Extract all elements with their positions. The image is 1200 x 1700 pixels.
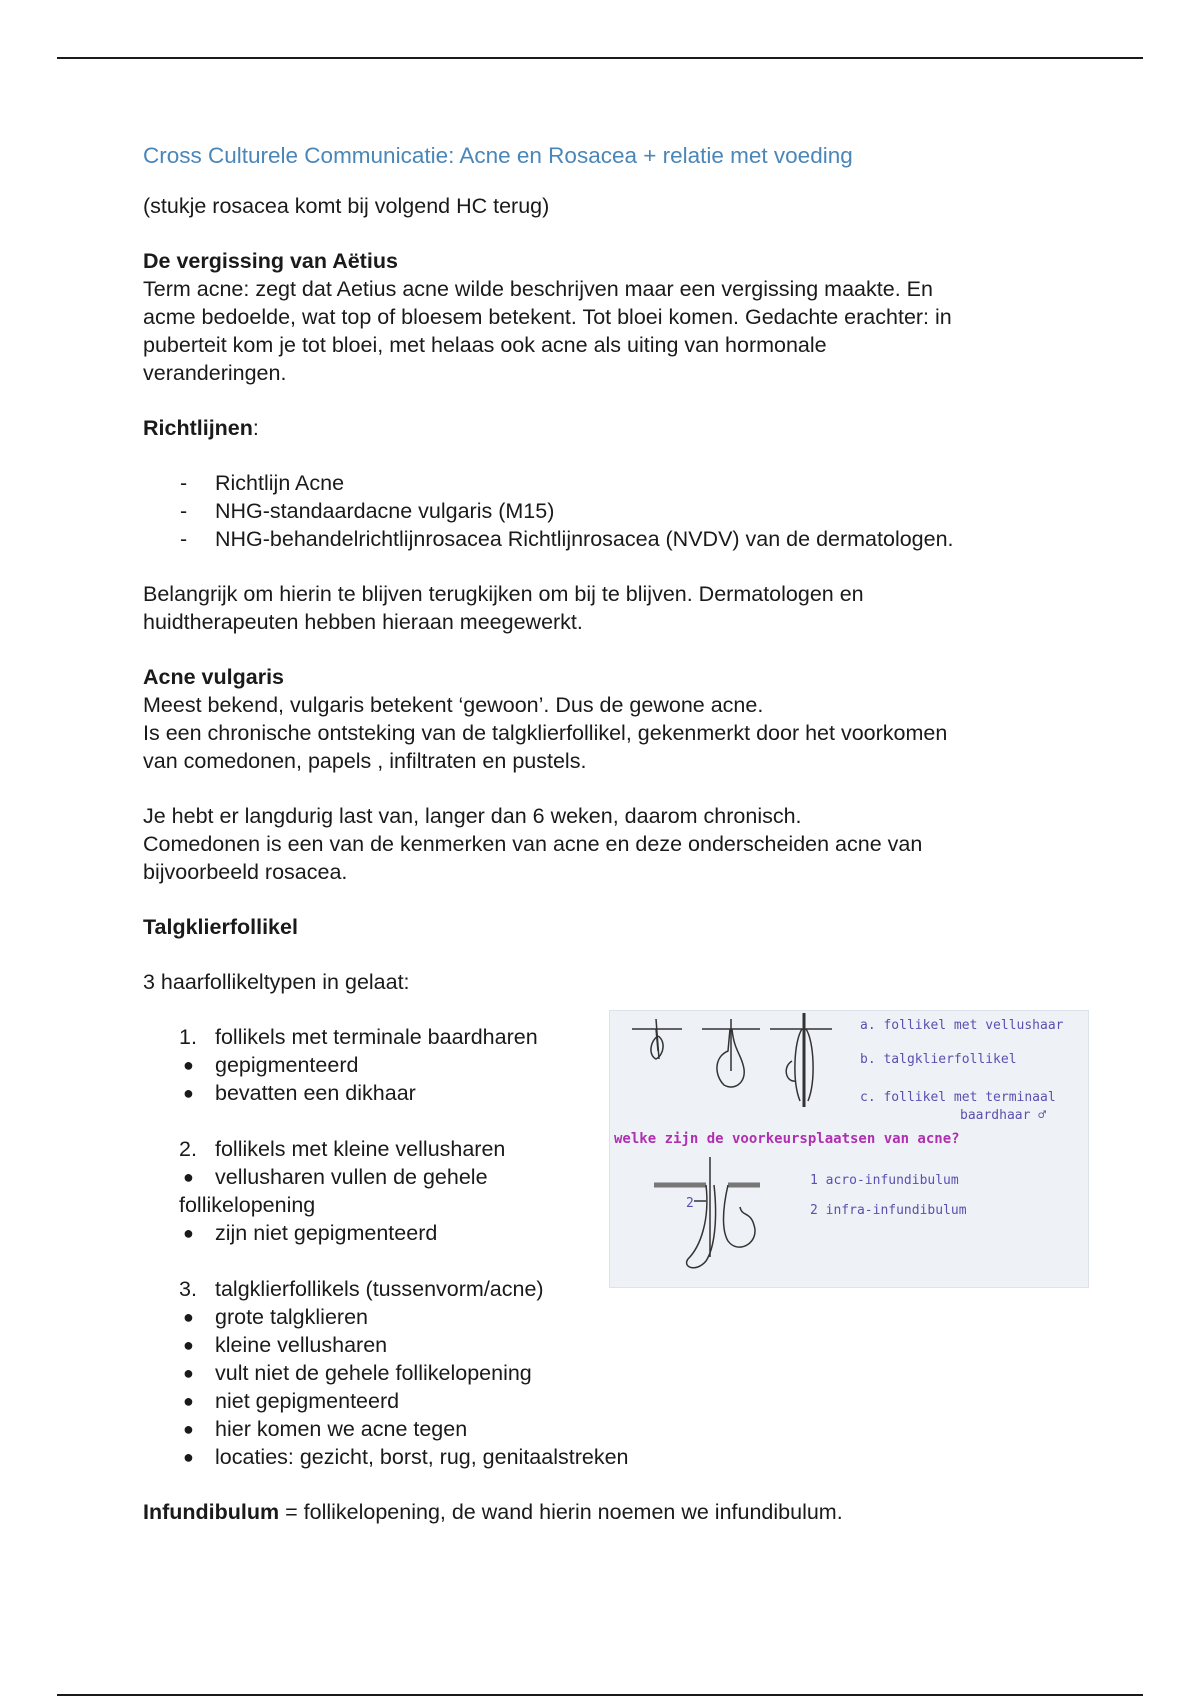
section-acne-vulgaris <box>143 663 1083 886</box>
bullet-text: niet gepigmenteerd <box>215 1389 400 1413</box>
heading-richtlijnen: Richtlijnen <box>143 416 253 440</box>
heading-richtlijnen-line <box>143 414 1083 442</box>
item-label: follikels met kleine vellusharen <box>215 1137 506 1161</box>
paragraph-line: Comedonen is een van de kenmerken van acne en deze onderscheiden acne van <box>143 832 923 856</box>
item-number: 3. <box>179 1277 197 1301</box>
bullet-item <box>143 1387 613 1415</box>
bullet-icon: ● <box>183 1391 194 1411</box>
label-a: a. follikel met vellushaar <box>860 1018 1064 1033</box>
infundibulum-text: = follikelopening, de wand hierin noemen we infundibulum. <box>279 1500 843 1524</box>
top-rule <box>57 57 1143 59</box>
label-c1: c. follikel met terminaal <box>860 1090 1056 1105</box>
follikel-types-list <box>143 1023 629 1471</box>
list-item: - NHG-standaardacne vulgaris (M15) <box>143 497 1083 525</box>
bullet-item <box>143 1331 613 1359</box>
infundibulum-term: Infundibulum <box>143 1500 280 1524</box>
subtitle: (stukje rosacea komt bij volgend HC terug) <box>143 194 550 218</box>
bullet-text-continued: follikelopening <box>179 1193 316 1217</box>
bullet-text: kleine vellusharen <box>215 1333 388 1357</box>
document-page <box>143 141 1083 1526</box>
spacer <box>143 1107 613 1135</box>
spacer <box>143 1247 613 1275</box>
label-2: 2 infra-infundibulum <box>810 1203 967 1218</box>
numbered-item <box>143 1275 613 1303</box>
paragraph-line: Term acne: zegt dat Aetius acne wilde beschrijven maar een vergissing maakte. En <box>143 277 933 301</box>
follicle-sketch <box>610 1011 1088 1287</box>
heading-aetius: De vergissing van Aëtius <box>143 249 398 273</box>
label-b: b. talgklierfollikel <box>860 1052 1017 1067</box>
bottom-rule <box>57 1694 1143 1696</box>
section-aetius <box>143 247 1083 387</box>
bullet-icon: ● <box>183 1447 194 1467</box>
bullet-item <box>143 1163 613 1191</box>
paragraph-line: Meest bekend, vulgaris betekent ‘gewoon’. Dus de gewone acne. <box>143 693 764 717</box>
item-number: 1. <box>179 1025 197 1049</box>
item-label: follikels met terminale baardharen <box>215 1025 538 1049</box>
talgklier-columns <box>143 968 1083 1471</box>
bullet-icon: ● <box>183 1419 194 1439</box>
bullet-icon: ● <box>183 1363 194 1383</box>
paragraph-line: Je hebt er langdurig last van, langer dan 6 weken, daarom chronisch. <box>143 804 802 828</box>
label-1: 1 acro-infundibulum <box>810 1173 959 1188</box>
bullet-text: bevatten een dikhaar <box>215 1081 416 1105</box>
bullet-text: vellusharen vullen de gehele <box>215 1165 488 1189</box>
heading-colon: : <box>252 416 259 440</box>
page-title: Cross Culturele Communicatie: Acne en Rosacea + relatie met voeding <box>143 143 853 168</box>
bullet-icon: ● <box>183 1335 194 1355</box>
figure-labels <box>686 1018 1064 1218</box>
paragraph-line: veranderingen. <box>143 361 287 385</box>
bullet-icon: ● <box>183 1083 194 1103</box>
item-label: talgklierfollikels (tussenvorm/acne) <box>215 1277 544 1301</box>
bullet-text: grote talgklieren <box>215 1305 368 1329</box>
figure-question: welke zijn de voorkeursplaatsen van acne? <box>614 1131 960 1147</box>
paragraph-line: acme bedoelde, wat top of bloesem betekent. Tot bloei komen. Gedachte erachter: in <box>143 305 952 329</box>
paragraph-line: huidtherapeuten hebben hieraan meegewerkt. <box>143 610 583 634</box>
heading-acne-vulgaris: Acne vulgaris <box>143 665 284 689</box>
bullet-item <box>143 1079 613 1107</box>
bullet-text: gepigmenteerd <box>215 1053 359 1077</box>
bullet-item <box>143 1415 613 1443</box>
follicle-sketch-figure <box>609 1010 1089 1288</box>
bullet-text: locaties: gezicht, borst, rug, genitaalstreken <box>215 1445 629 1469</box>
section-richtlijnen <box>143 414 1083 636</box>
list-item: - Richtlijn Acne <box>143 469 1083 497</box>
bullet-item <box>143 1359 613 1387</box>
bullet-text: vult niet de gehele follikelopening <box>215 1361 532 1385</box>
numbered-item <box>143 1023 613 1051</box>
paragraph-line: Belangrijk om hierin te blijven terugkijken om bij te blijven. Dermatologen en <box>143 582 864 606</box>
richtlijnen-note <box>143 580 1083 636</box>
paragraph-line: Is een chronische ontsteking van de talgklierfollikel, gekenmerkt door het voorkomen <box>143 721 948 745</box>
richtlijnen-list <box>143 469 1083 553</box>
marker-2: 2 <box>686 1196 694 1211</box>
bullet-icon: ● <box>183 1223 194 1243</box>
paragraph-line: van comedonen, papels , infiltraten en pustels. <box>143 749 587 773</box>
paragraph-line: bijvoorbeeld rosacea. <box>143 860 348 884</box>
item-number: 2. <box>179 1137 197 1161</box>
bullet-item <box>143 1443 629 1471</box>
bullet-item <box>143 1303 613 1331</box>
acne-vulgaris-paragraph-2 <box>143 802 1083 886</box>
label-c2: baardhaar ♂ <box>960 1108 1047 1123</box>
list-item: - NHG-behandelrichtlijnrosacea Richtlijnrosacea (NVDV) van de dermatologen. <box>143 525 1083 553</box>
bullet-icon: ● <box>183 1055 194 1075</box>
bullet-item <box>143 1051 613 1079</box>
infundibulum-definition <box>143 1498 1083 1526</box>
sebaceous-gland-shape <box>724 1185 756 1247</box>
paragraph-line: puberteit kom je tot bloei, met helaas ook acne als uiting van hormonale <box>143 333 827 357</box>
section-talgklierfollikel <box>143 913 1083 1471</box>
bullet-icon: ● <box>183 1167 194 1187</box>
bullet-continuation <box>143 1191 613 1219</box>
bullet-text: zijn niet gepigmenteerd <box>215 1221 438 1245</box>
bullet-icon: ● <box>183 1307 194 1327</box>
bullet-item <box>143 1219 613 1247</box>
talgklier-intro: 3 haarfollikeltypen in gelaat: <box>143 970 410 994</box>
bullet-text: hier komen we acne tegen <box>215 1417 468 1441</box>
heading-talgklierfollikel: Talgklierfollikel <box>143 915 298 939</box>
numbered-item <box>143 1135 613 1163</box>
